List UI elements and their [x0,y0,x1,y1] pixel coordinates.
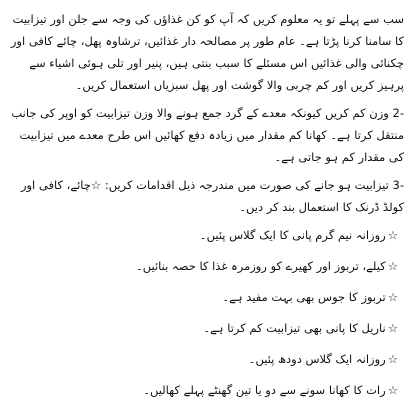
star-icon: ☆ [387,321,398,335]
tip-text: روزانہ نیم گرم پانی کا ایک گلاس پئیں۔ [199,228,386,242]
tip-text: روزانہ ایک گلاس دودھ پئیں۔ [248,352,386,366]
tips-list [8,224,404,410]
star-icon: ☆ [387,228,398,242]
star-icon: ☆ [387,259,398,273]
star-icon: ☆ [387,383,398,397]
tip-item [8,317,404,348]
star-icon: ☆ [387,352,398,366]
point-3-paragraph: -3 تیزابیت ہو جانے کی صورت میں مندرجہ ذیل اقدامات کریں: ☆چائے، کافی اور کولڈ ڈرنک کا استعمال بند کر دیں۔ [20,178,404,214]
tip-text: رات کا کھانا سونے سے دو یا تین گھنٹے پہلے کھالیں۔ [143,383,386,397]
point-2-paragraph: -2 وزن کم کریں کیونکہ معدے کے گرد جمع ہونے والا وزن تیزابیت کو اوپر کی جانب منتقل کرتا ہے۔ کھانا کم مقدار میں زیادہ دفع کھائیں اس طرح معدے میں تیزابیت کی مقدار کم ہو جاتی ہے۔ [11,106,404,164]
tip-item [8,379,404,410]
tip-text: کیلے، تربوز اور کھیرے کو روزمرہ غذا کا حصہ بنائیں۔ [136,259,386,273]
tip-text: ناریل کا پانی بھی تیزابیت کم کرتا ہے۔ [203,321,386,335]
tip-item [8,348,404,379]
intro-paragraph: سب سے پہلے تو یہ معلوم کریں کہ آپ کو کن غذاؤں کی وجہ سے جلن اور تیزابیت کا سامنا کرنا پڑتا ہے۔ عام طور پر مصالحہ دار غذائیں، ترشاوہ پھل، چائے کافی اور چکنائی والی غذائیں اس مسئلے کا سبب بنتی ہیں، پنیر اور تلی ہوئی اشیاء سے پرہیز کریں اور کم چربی والا گوشت اور پھل سبزیاں استعمال کریں۔ [10,12,404,92]
tip-text: تربوز کا جوس بھی بہت مفید ہے۔ [222,290,386,304]
tip-item [8,255,404,286]
tip-item [8,224,404,255]
tip-item [8,286,404,317]
star-icon: ☆ [387,290,398,304]
